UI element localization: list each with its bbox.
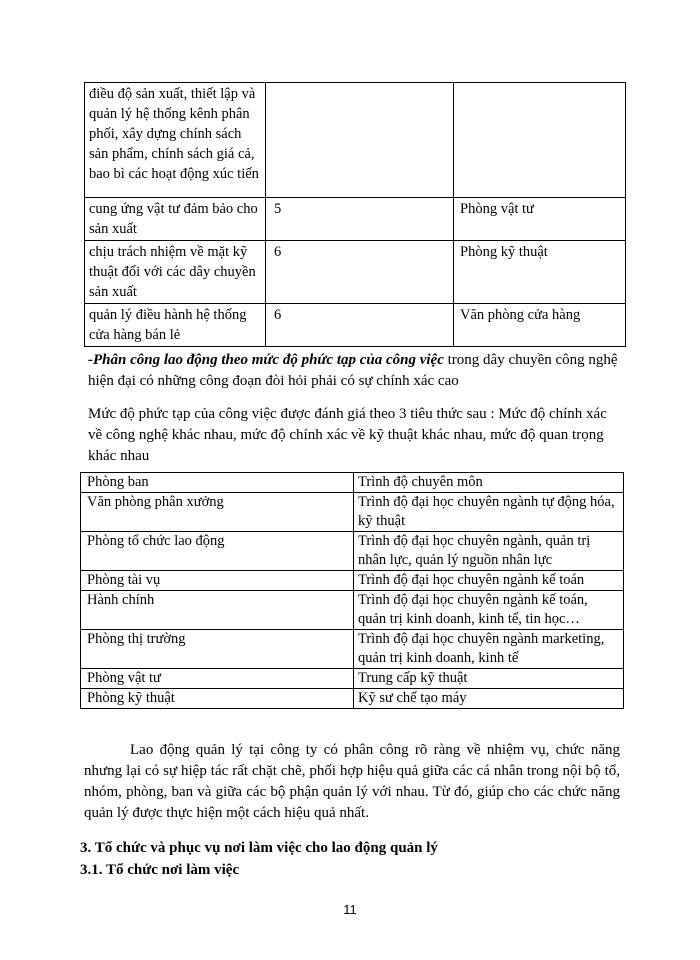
table-row <box>85 241 626 304</box>
table-row <box>81 689 624 709</box>
table-cell-dept: Phòng tổ chức lao động <box>81 532 354 571</box>
table-cell-task: chịu trách nhiệm về mặt kỹ thuật đối với các dây chuyền sản xuất <box>85 241 266 304</box>
table-row <box>81 532 624 571</box>
table-row <box>81 669 624 689</box>
table-cell-count: 6 <box>266 304 454 347</box>
table-row <box>85 304 626 347</box>
table-cell-dept <box>454 83 626 198</box>
table-cell-level: Kỹ sư chế tạo máy <box>354 689 624 709</box>
table-cell-dept: Phòng vật tư <box>454 198 626 241</box>
paragraph-emphasis: -Phân công lao động theo mức độ phức tạp của công việc <box>88 352 444 368</box>
table-cell-count: 6 <box>266 241 454 304</box>
paragraph-text: trong dây chuyền công nghệ hiện đại có những công đoạn đòi hỏi phải có sự chính xác cao <box>88 352 618 389</box>
table-header-dept: Phòng ban <box>81 473 354 493</box>
table-cell-level: Trình độ đại học chuyên ngành kế toán <box>354 571 624 591</box>
table-cell-dept: Văn phòng cửa hàng <box>454 304 626 347</box>
table-cell-dept: Phòng tài vụ <box>81 571 354 591</box>
table-row <box>81 493 624 532</box>
paragraph-complexity-criteria: Mức độ phức tạp của công việc được đánh giá theo 3 tiêu thức sau : Mức độ chính xác về công nghệ khác nhau, mức độ chính xác về kỹ thuật khác nhau, mức độ quan trọng khác nhau <box>88 406 607 464</box>
table-cell-level: Trình độ đại học chuyên ngành marketing, quản trị kinh doanh, kinh tế <box>354 630 624 669</box>
table-row <box>85 198 626 241</box>
subsection-heading: 3.1. Tổ chức nơi làm việc <box>80 862 240 878</box>
table-cell-task: điều độ sản xuất, thiết lập và quản lý hệ thống kênh phân phối, xây dựng chính sách sản phẩm, chính sách giá cả, bao bì các hoạt động xúc tiến <box>85 83 266 198</box>
table-cell-dept: Hành chính <box>81 591 354 630</box>
table-cell-level: Trình độ đại học chuyên ngành tự động hóa, kỹ thuật <box>354 493 624 532</box>
table-cell-dept: Phòng vật tư <box>81 669 354 689</box>
table-cell-dept: Phòng thị trường <box>81 630 354 669</box>
section-heading: 3. Tổ chức và phục vụ nơi làm việc cho lao động quản lý <box>80 840 438 856</box>
table-cell-count <box>266 83 454 198</box>
page-number: 11 <box>343 902 357 917</box>
table-cell-dept: Phòng kỹ thuật <box>81 689 354 709</box>
table-header-row <box>81 473 624 493</box>
table-cell-dept: Văn phòng phân xưởng <box>81 493 354 532</box>
qualification-table <box>80 472 624 709</box>
table-row <box>81 591 624 630</box>
table-cell-level: Trình độ đại học chuyên ngành, quản trị nhân lực, quản lý nguồn nhân lực <box>354 532 624 571</box>
table-cell-level: Trình độ đại học chuyên ngành kế toán, quản trị kinh doanh, kinh tế, tin học… <box>354 591 624 630</box>
table-cell-level: Trung cấp kỹ thuật <box>354 669 624 689</box>
table-row <box>81 630 624 669</box>
table-header-level: Trình độ chuyên môn <box>354 473 624 493</box>
table-row <box>85 83 626 198</box>
table-cell-task: quản lý điều hành hệ thống cửa hàng bán lẻ <box>85 304 266 347</box>
task-assignment-table <box>84 82 626 347</box>
table-cell-task: cung ứng vật tư đảm bảo cho sản xuất <box>85 198 266 241</box>
table-cell-dept: Phòng kỹ thuật <box>454 241 626 304</box>
paragraph-division-by-complexity <box>88 350 618 392</box>
table-cell-count: 5 <box>266 198 454 241</box>
paragraph-management-cooperation: Lao động quản lý tại công ty có phân công rõ ràng về nhiệm vụ, chức năng nhưng lại có sự hiệp tác rất chặt chẽ, phối hợp hiệu quả giữa các cá nhân trong nội bộ tổ, nhóm, phòng, ban và giữa các bộ phận quản lý với nhau. Từ đó, giúp cho các chức năng quản lý được thực hiện một cách hiệu quả nhất. <box>84 742 620 821</box>
table-row <box>81 571 624 591</box>
